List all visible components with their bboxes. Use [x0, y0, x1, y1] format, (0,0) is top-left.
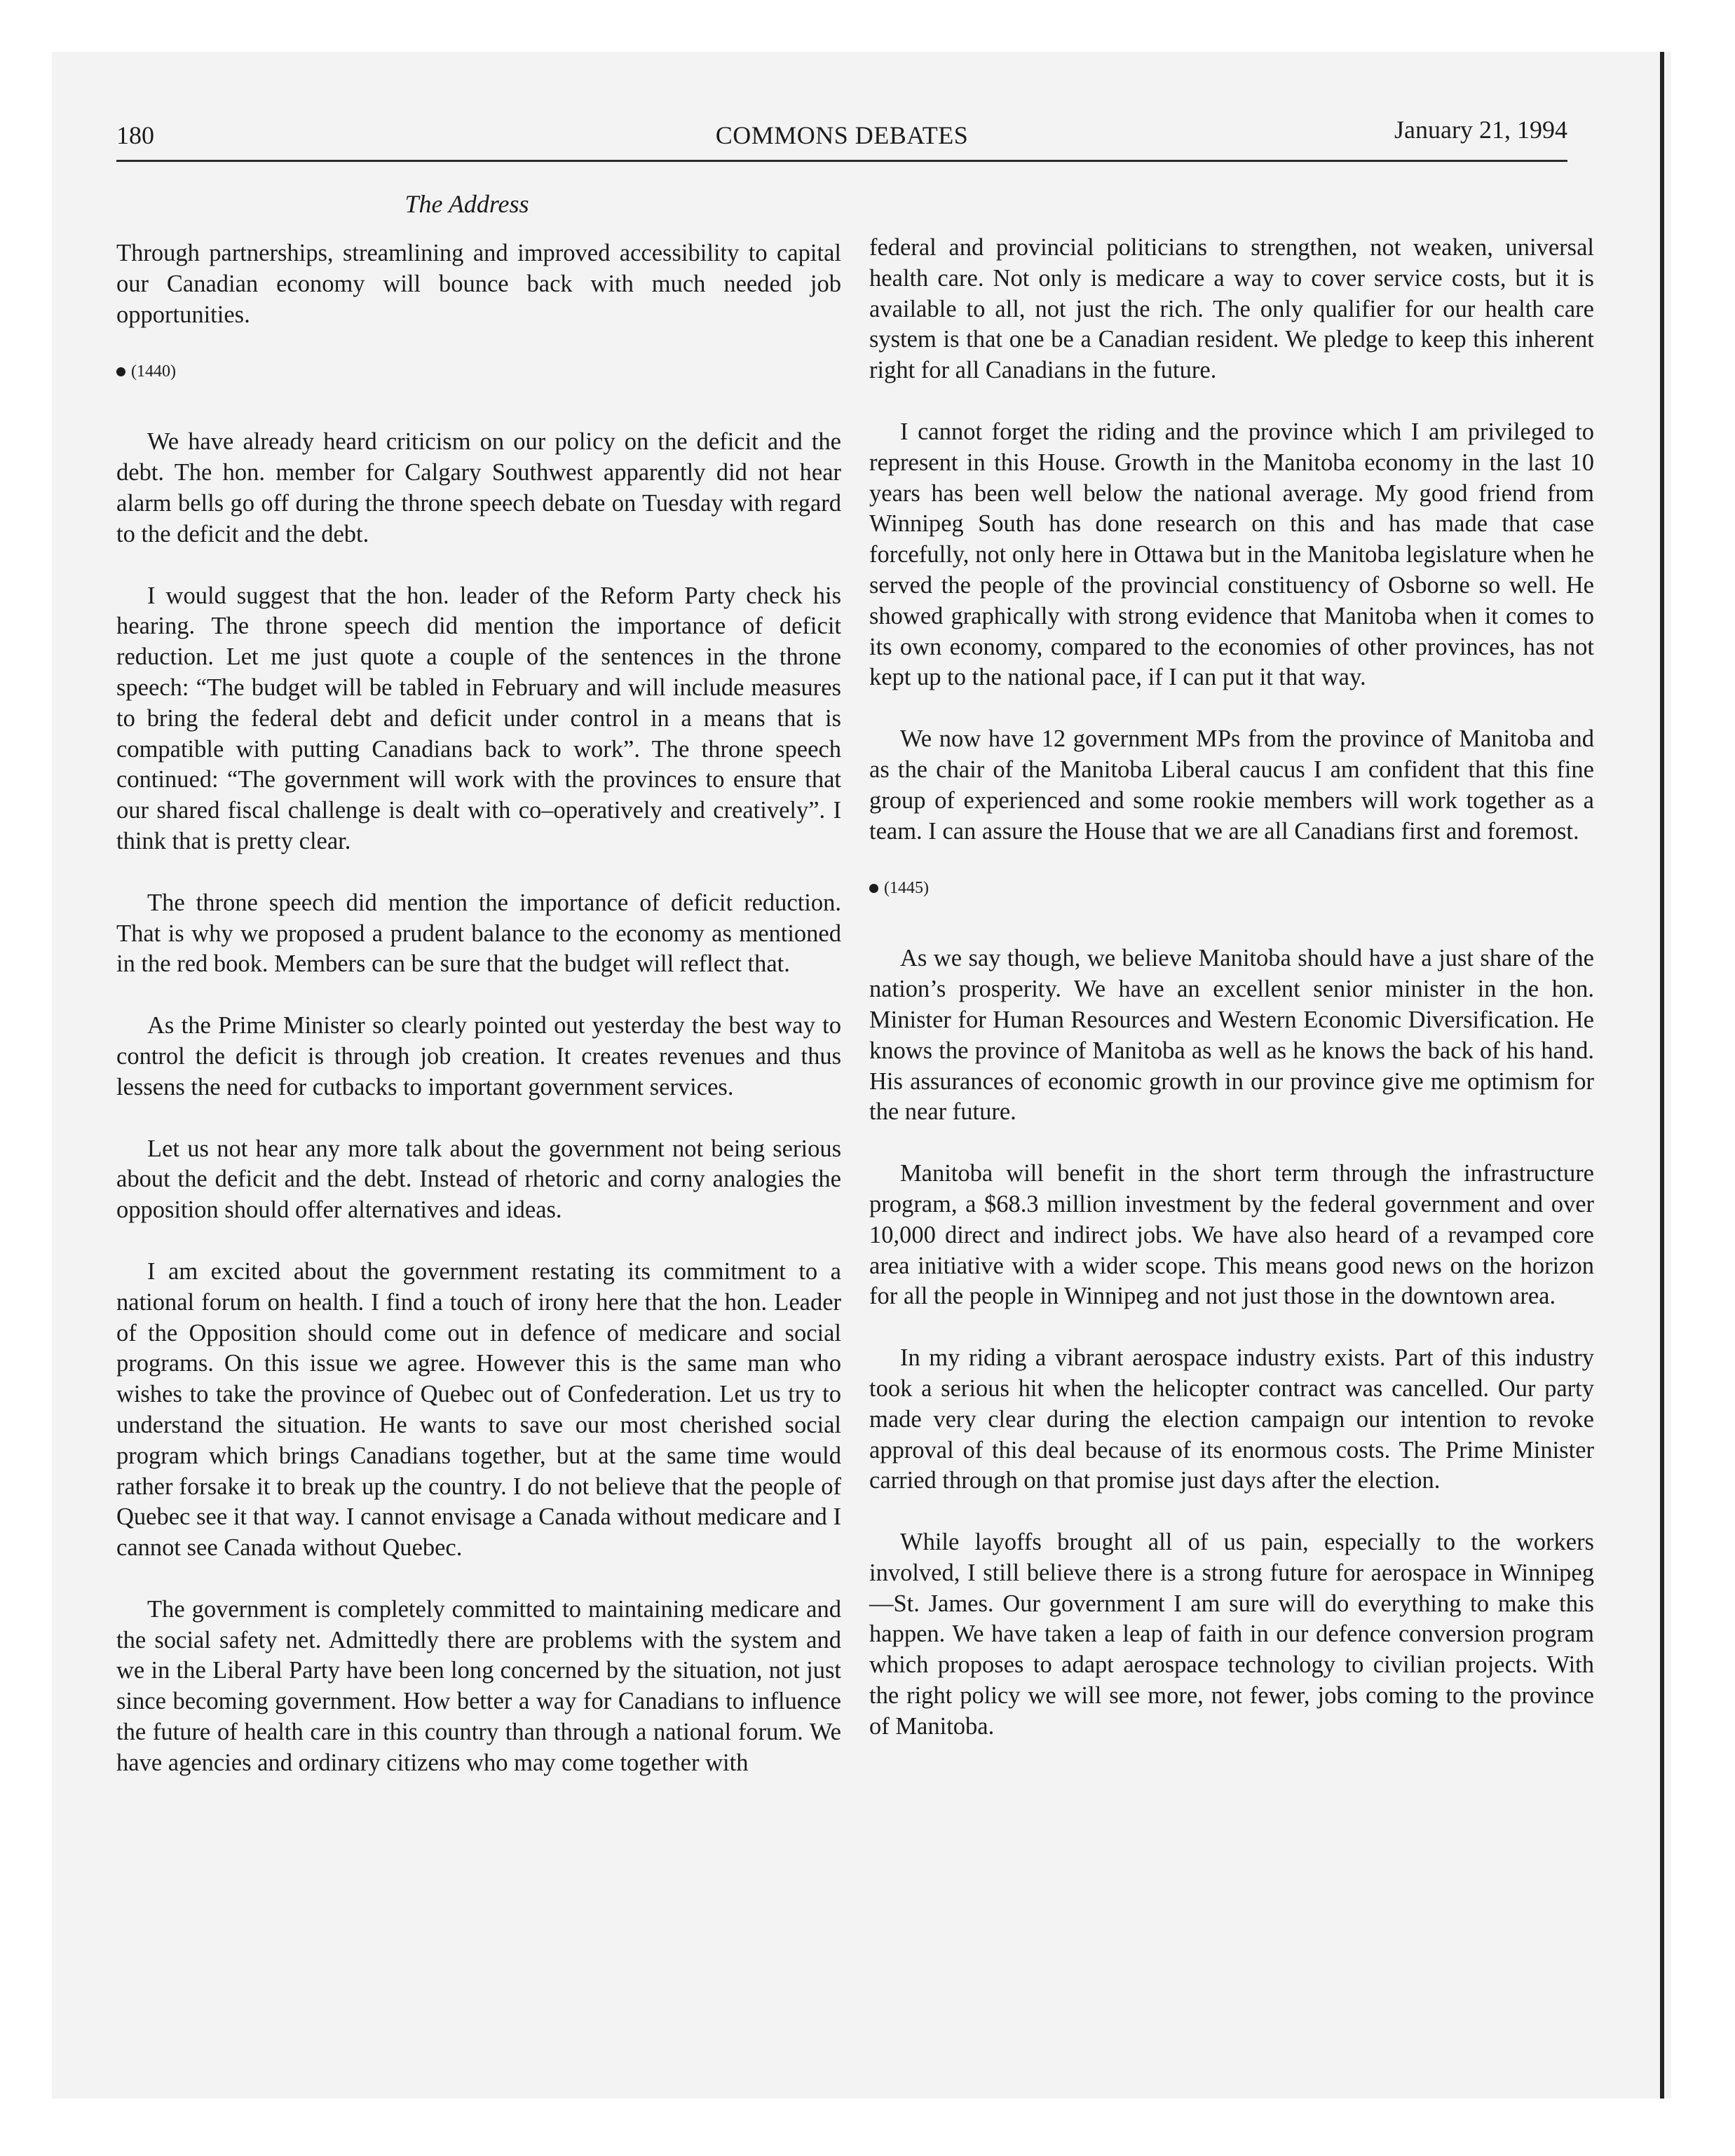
- paragraph: federal and provincial politicians to strengthen, not weaken, universal health care. Not only is medicare a way to cover service costs, but it is available to all, not just the rich. The only qualifier for our health care system is that one be a Canadian resident. We pledge to keep this inherent right for all Canadians in the future.: [869, 234, 1594, 384]
- paragraph: I would suggest that the hon. leader of the Reform Party check his hearing. The throne speech did mention the importance of deficit reduction. Let me just quote a couple of the sentences in the throne speech: “The budget will be tabled in February and will include measures to bring the federal debt and deficit under control in a means that is compatible with putting Canadians back to work”. The throne speech continued: “The government will work with the provinces to ensure that our shared fiscal challenge is dealt with co–operatively and creatively”. I think that is pretty clear.: [116, 582, 841, 854]
- page-header: [116, 115, 1567, 157]
- time-marker: [116, 361, 841, 382]
- paragraph: The government is completely committed to maintaining medicare and the social safety net. Admittedly there are problems with the system and we in the Liberal Party have been long concerned by the situation, not just since becoming government. How better a way for Canadians to influence the future of health care in this country than through a national forum. We have agencies and ordinary citizens who may come together with: [116, 1595, 841, 1776]
- page-edge-shadow: [1660, 52, 1664, 2099]
- section-title: The Address: [404, 190, 529, 218]
- journal-title: COMMONS DEBATES: [715, 121, 969, 149]
- header-date: January 21, 1994: [1394, 116, 1567, 144]
- paragraph: We have already heard criticism on our policy on the deficit and the debt. The hon. member for Calgary Southwest apparently did not hear alarm bells go off during the throne speech debate on Tuesday with regard to the deficit and the debt.: [116, 428, 841, 547]
- paragraph: As we say though, we believe Manitoba should have a just share of the nation’s prosperity. We have an excellent senior minister in the hon. Minister for Human Resources and Western Economic Diversification. He knows the province of Manitoba as well as he knows the back of his hand. His assurances of economic growth in our province give me optimism for the near future.: [869, 945, 1594, 1126]
- time-marker-label: (1440): [131, 362, 176, 381]
- paragraph: The throne speech did mention the importance of deficit reduction. That is why we proposed a prudent balance to the economy as mentioned in the red book. Members can be sure that the budget will reflect that.: [116, 889, 841, 978]
- paragraph: Through partnerships, streamlining and improved accessibility to capital our Canadian economy will bounce back with much needed job opportunities.: [116, 240, 841, 328]
- paragraph: While layoffs brought all of us pain, especially to the workers involved, I still believe there is a strong future for aerospace in Winnipeg—St. James. Our government I am sure will do everything to make this happen. We have taken a leap of faith in our defence conversion program which proposes to adapt aerospace technology to civilian projects. With the right policy we will see more, not fewer, jobs coming to the province of Manitoba.: [869, 1529, 1594, 1740]
- paragraph: I am excited about the government restating its commitment to a national forum on health. I find a touch of irony here that the hon. Leader of the Opposition should come out in defence of medicare and social programs. On this issue we agree. However this is the same man who wishes to take the province of Quebec out of Confederation. Let us try to understand the situation. He wants to save our most cherished social program which brings Canadians together, but at the same time would rather forsake it to break up the country. I do not believe that the people of Quebec see it that way. I cannot envisage a Canada without medicare and I cannot see Canada without Quebec.: [116, 1257, 841, 1562]
- header-rule: [116, 160, 1567, 162]
- bullet-icon: [869, 884, 878, 893]
- paragraph: We now have 12 government MPs from the province of Manitoba and as the chair of the Manitoba Liberal caucus I am confident that this fine group of experienced and some rookie members will work together as a team. I can assure the House that we are all Canadians first and foremost.: [869, 725, 1594, 845]
- page-number: 180: [116, 121, 154, 149]
- left-column: [116, 238, 841, 1810]
- paragraph: As the Prime Minister so clearly pointed out yesterday the best way to control the deficit is through job creation. It creates revenues and thus lessens the need for cutbacks to important government services.: [116, 1012, 841, 1100]
- time-marker-label: (1445): [884, 879, 929, 898]
- paragraph: I cannot forget the riding and the province which I am privileged to represent in this House. Growth in the Manitoba economy in the last 10 years has been well below the national average. My good friend from Winnipeg South has done research on this and has made that case forcefully, not only here in Ottawa but in the Manitoba legislature when he served the people of the provincial constituency of Osborne so well. He showed graphically with strong evidence that Manitoba when it comes to its own economy, compared to the economies of other provinces, has not kept up to the national pace, if I can put it that way.: [869, 418, 1594, 691]
- time-marker: [869, 878, 1594, 899]
- paragraph: Let us not hear any more talk about the government not being serious about the deficit and the debt. Instead of rhetoric and corny analogies the opposition should offer alternatives and ideas.: [116, 1135, 841, 1224]
- bullet-icon: [116, 367, 125, 376]
- right-column: [869, 233, 1594, 1773]
- paragraph: Manitoba will benefit in the short term through the infrastructure program, a $68.3 million investment by the federal government and over 10,000 direct and indirect jobs. We have also heard of a revamped core area initiative with a wider scope. This means good news on the horizon for all the people in Winnipeg and not just those in the downtown area.: [869, 1160, 1594, 1310]
- paragraph: In my riding a vibrant aerospace industry exists. Part of this industry took a serious hit when the helicopter contract was cancelled. Our party made very clear during the election campaign our intention to revoke approval of this deal because of its enormous costs. The Prime Minister carried through on that promise just days after the election.: [869, 1344, 1594, 1494]
